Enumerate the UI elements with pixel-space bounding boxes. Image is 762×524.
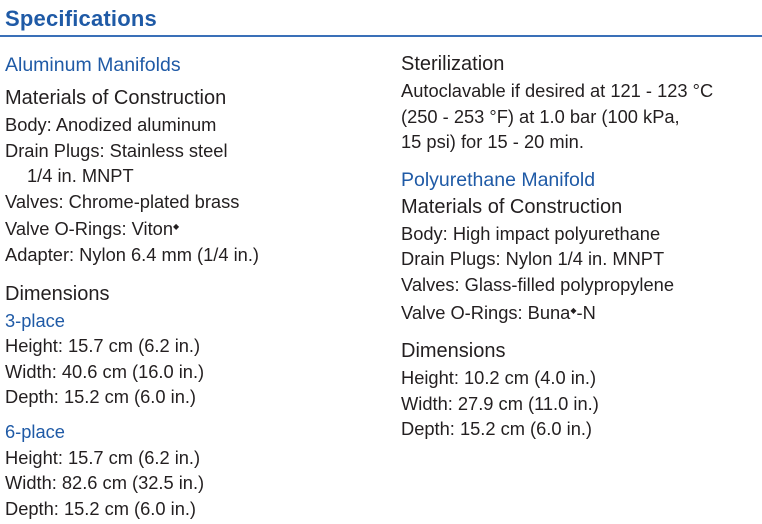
three-place-depth: Depth: 15.2 cm (6.0 in.) <box>5 386 197 408</box>
poly-depth: Depth: 15.2 cm (6.0 in.) <box>401 418 593 440</box>
material-drain-plugs-size: 1/4 in. MNPT <box>27 165 134 187</box>
three-place-height: Height: 15.7 cm (6.2 in.) <box>5 335 201 357</box>
dimensions-heading-polyurethane: Dimensions <box>401 340 506 363</box>
six-place-label: 6-place <box>5 420 65 442</box>
three-place-label: 3-place <box>5 309 65 331</box>
six-place-height: Height: 15.7 cm (6.2 in.) <box>5 446 201 468</box>
polyurethane-manifold-heading: Polyurethane Manifold <box>401 168 596 191</box>
poly-orings-text: Valve O-Rings: Buna <box>401 301 571 323</box>
poly-material-valves: Valves: Glass-filled polypropylene <box>401 273 674 295</box>
poly-orings-suffix: -N <box>576 301 596 323</box>
viton-trademark-icon: ◆ <box>173 222 180 232</box>
sterilization-line-2: (250 - 253 °F) at 1.0 bar (100 kPa, <box>401 105 680 127</box>
material-adapter: Adapter: Nylon 6.4 mm (1/4 in.) <box>5 243 260 265</box>
material-valves: Valves: Chrome-plated brass <box>5 190 240 212</box>
poly-width: Width: 27.9 cm (11.0 in.) <box>401 392 599 414</box>
poly-material-valve-orings <box>401 298 761 326</box>
right-column <box>401 51 761 442</box>
materials-heading-polyurethane: Materials of Construction <box>401 195 623 218</box>
title-divider <box>0 35 762 37</box>
page-title: Specifications <box>5 6 157 31</box>
sterilization-line-1: Autoclavable if desired at 121 - 123 °C <box>401 80 714 101</box>
left-column <box>5 51 375 521</box>
buna-trademark-icon: ◆ <box>570 305 577 315</box>
poly-material-body: Body: High impact polyurethane <box>401 222 661 244</box>
six-place-width: Width: 82.6 cm (32.5 in.) <box>5 472 205 494</box>
six-place-depth: Depth: 15.2 cm (6.0 in.) <box>5 497 197 519</box>
sterilization-heading: Sterilization <box>401 53 505 75</box>
valve-orings-text: Valve O-Rings: Viton <box>5 218 173 240</box>
poly-height: Height: 10.2 cm (4.0 in.) <box>401 367 597 389</box>
material-valve-orings <box>5 214 375 242</box>
material-drain-plugs: Drain Plugs: Stainless steel <box>5 139 228 161</box>
three-place-width: Width: 40.6 cm (16.0 in.) <box>5 360 205 382</box>
material-body: Body: Anodized aluminum <box>5 114 217 135</box>
poly-material-drain-plugs: Drain Plugs: Nylon 1/4 in. MNPT <box>401 248 665 270</box>
materials-heading-aluminum: Materials of Construction <box>5 87 227 109</box>
sterilization-line-3: 15 psi) for 15 - 20 min. <box>401 131 584 153</box>
aluminum-manifolds-heading: Aluminum Manifolds <box>5 54 181 76</box>
dimensions-heading-aluminum: Dimensions <box>5 282 110 305</box>
